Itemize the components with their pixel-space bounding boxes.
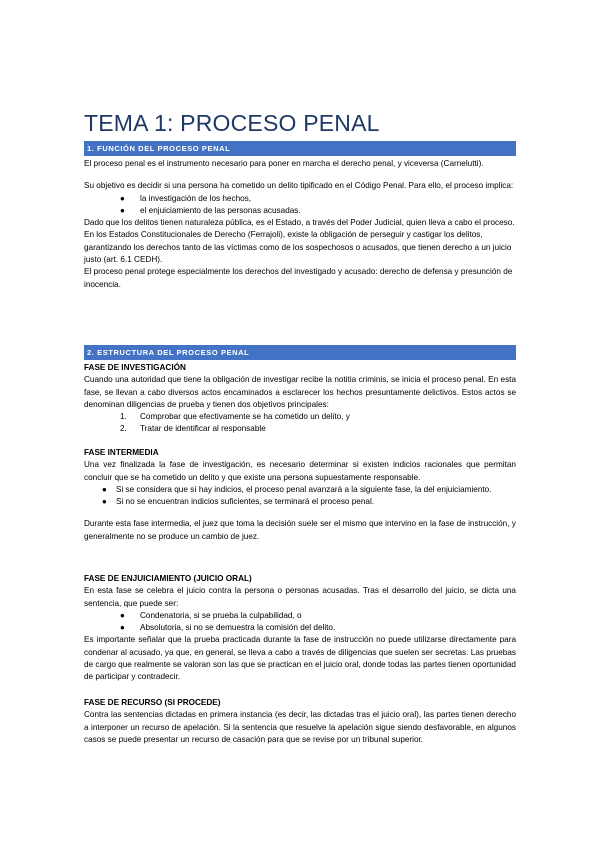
paragraph: En esta fase se celebra el juicio contra la persona o personas acusadas. Tras el desarrollo del juicio, se dicta una sentencia, que puede ser: xyxy=(84,586,516,608)
bullet-icon: ● xyxy=(120,193,125,203)
fase-enjuiciamiento xyxy=(84,573,516,684)
fase-investigacion xyxy=(84,362,516,436)
subheading: FASE DE ENJUICIAMIENTO (JUICIO ORAL) xyxy=(84,574,252,583)
section-1-body xyxy=(84,158,516,291)
list-item: ● Si se considera que sí hay indicios, el proceso penal avanzará a la siguiente fase, la del enjuiciamiento. xyxy=(84,484,516,496)
list-item: ● el enjuiciamiento de las personas acusadas. xyxy=(84,205,516,217)
list-item: ● la investigación de los hechos, xyxy=(84,193,516,205)
bullet-icon: ● xyxy=(102,484,107,494)
bullet-icon: ● xyxy=(120,610,125,620)
numbered-list xyxy=(84,411,516,436)
bullet-list xyxy=(84,610,516,635)
list-item: 1. Comprobar que efectivamente se ha cometido un delito, y xyxy=(120,412,350,422)
section-2-heading: 2. ESTRUCTURA DEL PROCESO PENAL xyxy=(84,345,516,360)
paragraph: Su objetivo es decidir si una persona ha cometido un delito tipificado en el Código Penal. Para ello, el proceso implica: xyxy=(84,181,514,191)
section-1-heading: 1. FUNCIÓN DEL PROCESO PENAL xyxy=(84,141,516,156)
paragraph: El proceso penal es el instrumento necesario para poner en marcha el derecho penal, y viceversa (Carnelutti). xyxy=(84,159,484,168)
page-title: TEMA 1: PROCESO PENAL xyxy=(84,110,380,136)
list-item: 2. Tratar de identificar al responsable xyxy=(120,424,266,434)
list-item: ● Si no se encuentran indicios suficientes, se terminará el proceso penal. xyxy=(84,496,516,508)
list-item: ● Condenatoria, si se prueba la culpabilidad, o xyxy=(84,610,516,622)
subheading: FASE DE INVESTIGACIÓN xyxy=(84,363,186,372)
list-item: ● Absolutoria, si no se demuestra la comisión del delito. xyxy=(84,622,516,634)
fase-intermedia xyxy=(84,447,516,543)
paragraph: Es importante señalar que la prueba practicada durante la fase de instrucción no puede utilizarse directamente para condenar al acusado, ya que, en general, se lleva a cabo a través de diligencias que suelen ser secretas. Las pruebas de cargo que realmente se valoran son las que se practican en el juicio oral, donde todas las partes tienen oportunidad de participar y contradecir. xyxy=(84,635,516,682)
paragraph: Durante esta fase intermedia, el juez que toma la decisión suele ser el mismo que intervino en la fase de instrucción, y generalmente no se produce un cambio de juez. xyxy=(84,519,516,541)
bullet-list xyxy=(84,193,516,218)
bullet-list xyxy=(84,484,516,509)
bullet-icon: ● xyxy=(102,497,107,507)
bullet-icon: ● xyxy=(120,623,125,633)
paragraph: Cuando una autoridad que tiene la obligación de investigar recibe la notitia criminis, se inicia el proceso penal. En esta fase, se llevan a cabo diversos actos encaminados a esclarecer los hechos presuntamente delictivos. Estos actos se denominan diligencias de prueba y tienen dos objetivos principales: xyxy=(84,375,516,409)
bullet-icon: ● xyxy=(120,205,125,215)
subheading: FASE DE RECURSO (SI PROCEDE) xyxy=(84,698,221,707)
paragraph: El proceso penal protege especialmente los derechos del investigado y acusado: derecho de defensa y presunción de inocencia. xyxy=(84,267,513,289)
paragraph: Dado que los delitos tienen naturaleza pública, es el Estado, a través del Poder Judicial, quien lleva a cabo el proceso. xyxy=(84,218,515,228)
paragraph: En los Estados Constitucionales de Derecho (Ferrajoli), existe la obligación de perseguir y castigar los delitos, garantizando los derechos tanto de las víctimas como de los sospechosos o acusados, que tienen derecho a un juicio justo (art. 6.1 CEDH). xyxy=(84,230,512,265)
paragraph: Contra las sentencias dictadas en primera instancia (es decir, las dictadas tras el juicio oral), las partes tienen derecho a interponer un recurso de apelación. Si la sentencia que resuelve la apelación sigue siendo desfavorable, en algunos casos se puede presentar un recurso de casación para que se revise por un tribunal superior. xyxy=(84,710,516,744)
subheading: FASE INTERMEDIA xyxy=(84,448,159,457)
fase-recurso xyxy=(84,697,516,746)
paragraph: Una vez finalizada la fase de investigación, es necesario determinar si existen indicios racionales que permitan concluir que se ha cometido un delito y que existe una persona supuestamente responsable. xyxy=(84,460,516,482)
